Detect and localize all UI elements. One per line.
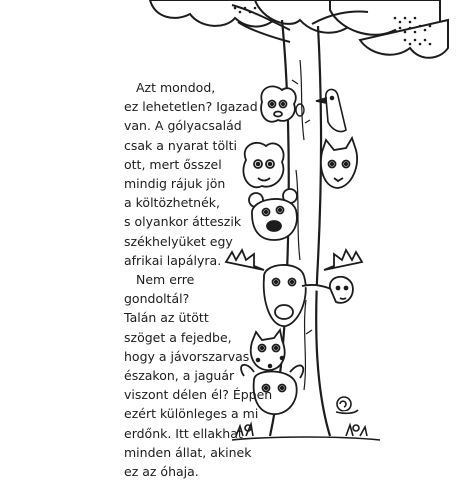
text-line: erdőnk. Itt ellakhat (124, 425, 243, 441)
text-line: afrikai lapályra. (124, 252, 222, 268)
text-line: Talán az ütött (124, 310, 209, 326)
text-line: szöget a fejedbe, (124, 329, 232, 345)
text-line: ez lehetetlen? Igazad (124, 99, 258, 115)
text-line: hogy a jávorszarvas (124, 348, 250, 364)
fox-right (321, 138, 357, 188)
text-line: ezért különleges a mi (124, 406, 259, 422)
text-line: minden állat, akinek (124, 444, 252, 460)
tree-canopy (150, 0, 448, 58)
paragraph-1 (124, 78, 294, 270)
text-line: viszont délen él? Éppen (124, 387, 273, 403)
text-line: gondoltál? (124, 291, 190, 307)
text-line: Azt mondod, (136, 80, 216, 95)
text-line: ott, mert ősszel (124, 156, 222, 172)
text-line: s olyankor átteszik (124, 214, 242, 230)
text-line: mindig rájuk jön (124, 176, 226, 192)
text-line: Nem erre (136, 272, 195, 288)
story-text (124, 78, 294, 481)
snail (336, 397, 358, 413)
text-line: van. A gólyacsalád (124, 118, 242, 134)
monkey-right (330, 277, 353, 303)
paragraph-2 (124, 270, 294, 481)
text-line: északon, a jaguár (124, 368, 235, 384)
text-line: székhelyüket egy (124, 233, 233, 249)
text-line: ez az óhaja. (124, 464, 199, 480)
text-line: csak a nyarat tölti (124, 137, 237, 153)
text-line: a költözhetnék, (124, 195, 220, 211)
